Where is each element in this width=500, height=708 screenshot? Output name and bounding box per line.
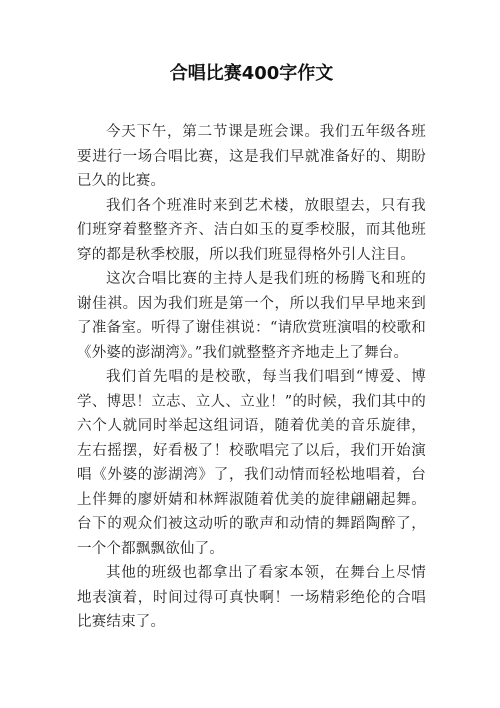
paragraph-1: 今天下午，第二节课是班会课。我们五年级各班要进行一场合唱比赛，这是我们早就准备好的、期盼已久的比赛。 — [77, 124, 426, 189]
paragraph-5: 其他的班级也都拿出了看家本领，在舞台上尽情地表演着，时间过得可真快啊！一场精彩绝伦的合唱比赛结束了。 — [77, 565, 426, 630]
document-title: 合唱比赛400字作文 — [169, 63, 334, 84]
paragraph-3: 这次合唱比赛的主持人是我们班的杨腾飞和班的谢佳祺。因为我们班是第一个，所以我们早早地来到了准备室。听得了谢佳祺说：“请欣赏班演唱的校歌和《外婆的澎湖湾》。”我们就整整齐齐地走上了舞台。 — [77, 271, 426, 361]
paragraph-2: 我们各个班准时来到艺术楼，放眼望去，只有我们班穿着整整齐齐、洁白如玉的夏季校服，而其他班穿的都是秋季校服，所以我们班显得格外引人注目。 — [77, 197, 426, 263]
paragraph-4: 我们首先唱的是校歌，每当我们唱到“博爱、博学、博思！立志、立人、立业！”的时候，我们其中的六个人就同时举起这组词语，随着优美的音乐旋律，左右摇摆，好看极了！校歌唱完了以后，我们开始演唱《外婆的澎湖湾》了，我们动情而轻松地唱着，台上伴舞的廖妍婧和林辉淑随着优美的旋律翩翩起舞。台下的观众们被这动听的歌声和动情的舞蹈陶醉了，一个个都飘飘欲仙了。 — [77, 369, 426, 557]
